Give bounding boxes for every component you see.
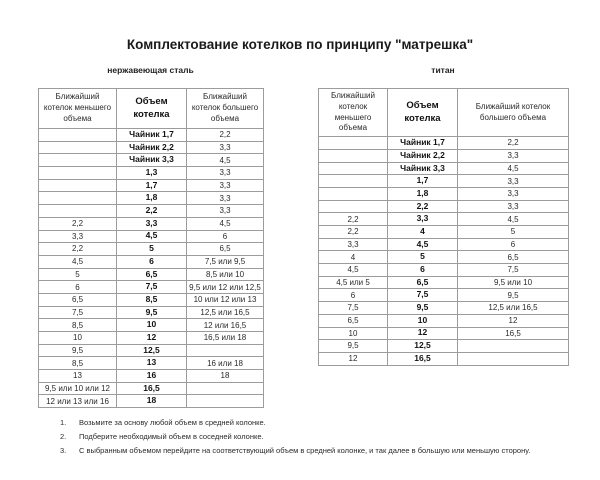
table-row [39,255,264,268]
table-cell: 16 или 18 [187,357,264,370]
table-cell: 4 [388,226,458,239]
table-cell: 6,5 [319,314,388,327]
table-row [39,141,264,154]
table-cell: 12,5 [388,340,458,353]
table-cell: Чайник 1,7 [388,137,458,150]
table-row [39,370,264,383]
table-cell [458,352,569,365]
table-cell: 7,5 [319,302,388,315]
table-row [39,281,264,294]
table-cell: 18 [187,370,264,383]
table-cell [458,340,569,353]
instruction-number: 2. [60,432,67,441]
table-cell: 13 [39,370,117,383]
table-row [319,226,569,239]
table-row [319,187,569,200]
table-cell: 3,3 [458,149,569,162]
table-cell: 2,2 [39,217,117,230]
table-cell: 5 [458,226,569,239]
table-cell: 5 [388,251,458,264]
table-cell: 4 [319,251,388,264]
table-row [39,395,264,408]
table-cell [319,200,388,213]
table-cell: 4,5 [39,255,117,268]
table-row [39,205,264,218]
table-cell: 3,3 [458,200,569,213]
table-cell: 6 [388,264,458,277]
table-cell: 10 [117,319,187,332]
table-cell: 4,5 [187,217,264,230]
table-cell: 12 [458,314,569,327]
table-cell: 4,5 [388,238,458,251]
table-row [39,243,264,256]
table-cell: 1,8 [388,187,458,200]
table-row [39,192,264,205]
table-cell: 6,5 [388,276,458,289]
table-row [319,352,569,365]
table-cell: 16,5 [388,352,458,365]
table-cell: 9,5 [39,344,117,357]
table-cell [39,154,117,167]
table-cell: 3,3 [458,175,569,188]
table-cell: 3,3 [39,230,117,243]
table-cell: 1,7 [117,179,187,192]
table-cell: 3,3 [319,238,388,251]
instruction-text: Подберите необходимый объем в соседней колонке. [79,432,264,441]
table-row [319,213,569,226]
table-cell: 6 [39,281,117,294]
table-cell [39,141,117,154]
table-cell: 3,3 [117,217,187,230]
table-cell: 8,5 [117,293,187,306]
table-cell: 9,5 [388,302,458,315]
table-cell: 2,2 [319,226,388,239]
table-cell: 3,3 [388,213,458,226]
table-row [319,340,569,353]
table-cell [39,192,117,205]
table-row [39,306,264,319]
table-row [39,344,264,357]
table-row [39,167,264,180]
table-row [319,149,569,162]
table-cell [187,344,264,357]
table-cell: 8,5 [39,319,117,332]
table-row [39,319,264,332]
table-cell: Чайник 3,3 [117,154,187,167]
table-cell: 12 или 16,5 [187,319,264,332]
table-cell: 9,5 или 10 [458,276,569,289]
table-label-titanium: титан [431,65,455,75]
table-row [39,154,264,167]
table-cell: 4,5 [187,154,264,167]
table-cell [39,205,117,218]
table-cell: 16,5 [458,327,569,340]
table-cell: 2,2 [187,129,264,142]
column-header-bigger-pot: Ближайший котелок большего объема [458,89,569,137]
table-cell: 8,5 [39,357,117,370]
table-row [39,179,264,192]
table-cell: 7,5 [388,289,458,302]
table-cell: 6 [117,255,187,268]
table-cell: Чайник 2,2 [117,141,187,154]
instruction-text: С выбранным объемом перейдите на соответствующий объем в средней колонке, и так далее в большую или меньшую сторону. [79,446,531,455]
table-cell [39,179,117,192]
steel-table [38,88,264,408]
table-cell: 4,5 или 5 [319,276,388,289]
table-cell: 3,3 [187,179,264,192]
table-row [39,382,264,395]
table-cell: Чайник 3,3 [388,162,458,175]
table-cell: 12,5 или 16,5 [187,306,264,319]
table-header-row [319,89,569,137]
table-row [319,327,569,340]
instruction-number: 1. [60,418,67,427]
column-header-volume: Объем котелка [117,89,187,129]
table-cell: 6,5 [117,268,187,281]
table-row [39,332,264,345]
table-cell: Чайник 1,7 [117,129,187,142]
table-row [39,230,264,243]
table-cell: Чайник 2,2 [388,149,458,162]
table-row [319,200,569,213]
table-cell: 2,2 [39,243,117,256]
table-cell: 3,3 [187,205,264,218]
table-row [319,264,569,277]
table-cell: 3,3 [458,187,569,200]
table-cell: 12 [117,332,187,345]
table-cell: 10 [39,332,117,345]
table-cell: 2,2 [388,200,458,213]
table-cell: 3,3 [187,167,264,180]
table-cell: 2,2 [319,213,388,226]
table-cell: 4,5 [319,264,388,277]
table-cell: 9,5 [458,289,569,302]
table-row [319,314,569,327]
table-row [39,217,264,230]
instruction-item [60,432,585,441]
titanium-table [318,88,569,366]
table-cell: 7,5 или 9,5 [187,255,264,268]
table-cell: 12,5 [117,344,187,357]
table-cell: 5 [117,243,187,256]
table-cell: 7,5 [458,264,569,277]
table-cell: 10 [319,327,388,340]
column-header-bigger-pot: Ближайший котелок большего объема [187,89,264,129]
table-cell [39,167,117,180]
table-cell: 12 или 13 или 16 [39,395,117,408]
table-row [39,129,264,142]
table-cell [319,187,388,200]
table-cell: 2,2 [117,205,187,218]
table-cell [319,149,388,162]
table-cell: 6,5 [458,251,569,264]
table-cell: 9,5 [117,306,187,319]
table-cell: 10 или 12 или 13 [187,293,264,306]
table-cell: 12,5 или 16,5 [458,302,569,315]
table-cell: 1,3 [117,167,187,180]
table-cell [319,137,388,150]
column-header-smaller-pot: Ближайший котелок меньшего объема [39,89,117,129]
table-cell: 9,5 или 10 или 12 [39,382,117,395]
table-cell: 3,3 [187,192,264,205]
table-row [319,162,569,175]
table-cell: 6 [187,230,264,243]
table-cell: 6 [458,238,569,251]
table-cell: 4,5 [117,230,187,243]
table-cell: 3,3 [187,141,264,154]
table-label-steel: нержавеющая сталь [107,65,194,75]
table-cell: 7,5 [117,281,187,294]
table-cell: 12 [319,352,388,365]
instruction-number: 3. [60,446,67,455]
table-cell: 7,5 [39,306,117,319]
table-cell: 4,5 [458,162,569,175]
table-row [39,268,264,281]
table-cell: 18 [117,395,187,408]
table-cell [187,382,264,395]
instruction-text: Возьмите за основу любой объем в средней колонке. [79,418,266,427]
table-row [319,251,569,264]
table-cell: 10 [388,314,458,327]
instruction-item [60,418,585,427]
table-cell: 9,5 [319,340,388,353]
page-title: Комплектование котелков по принципу "матрешка" [126,37,474,52]
table-cell: 5 [39,268,117,281]
table-row [319,175,569,188]
table-row [319,238,569,251]
table-row [319,302,569,315]
instructions-list [60,418,585,460]
instruction-item [60,446,585,455]
table-cell: 13 [117,357,187,370]
table-cell [319,162,388,175]
table-cell [187,395,264,408]
column-header-volume: Объем котелка [388,89,458,137]
table-cell: 9,5 или 12 или 12,5 [187,281,264,294]
column-header-smaller-pot: Ближайший котелок меньшего объема [319,89,388,137]
table-header-row [39,89,264,129]
table-cell [319,175,388,188]
table-cell: 16 [117,370,187,383]
table-cell: 8,5 или 10 [187,268,264,281]
table-cell: 6 [319,289,388,302]
table-cell [39,129,117,142]
table-cell: 6,5 [39,293,117,306]
table-cell: 1,8 [117,192,187,205]
table-cell: 1,7 [388,175,458,188]
table-row [39,293,264,306]
table-row [319,276,569,289]
table-row [319,289,569,302]
table-row [319,137,569,150]
table-cell: 16,5 или 18 [187,332,264,345]
table-cell: 6,5 [187,243,264,256]
table-cell: 16,5 [117,382,187,395]
table-cell: 2,2 [458,137,569,150]
table-cell: 12 [388,327,458,340]
table-cell: 4,5 [458,213,569,226]
table-row [39,357,264,370]
